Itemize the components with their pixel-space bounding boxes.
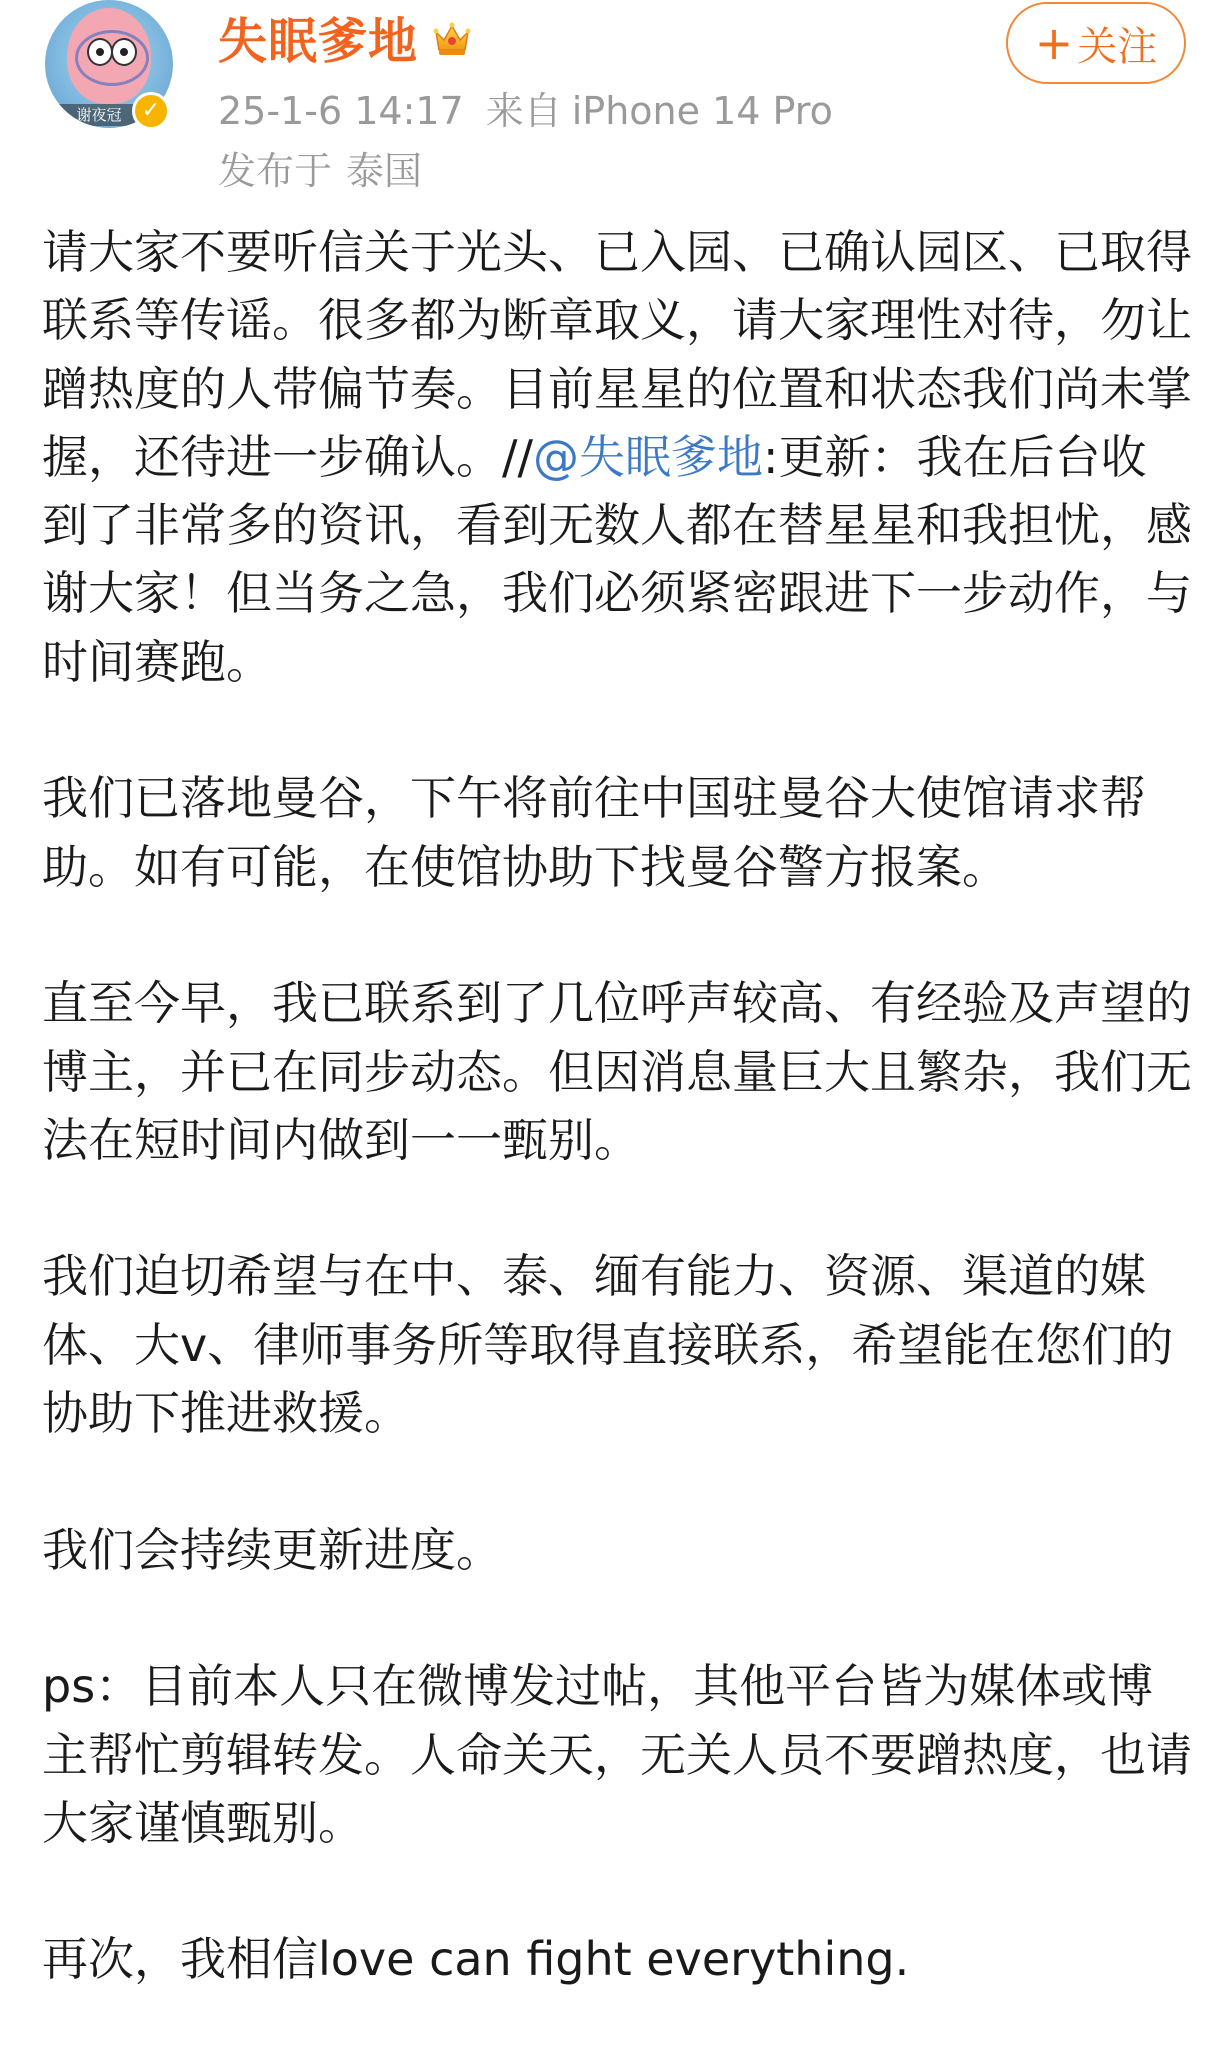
location-name: 泰国 — [346, 149, 423, 193]
follow-label: 关注 — [1077, 23, 1158, 70]
intro-after-text: :更新：我在后台收到了非常多的资讯，看到无数人都在替星星和我担忧，感谢大家！但当务之急，我们必须紧密跟进下一步动作，与时间赛跑。 — [42, 429, 1192, 689]
post-paragraph-6: ps：目前本人只在微博发过帖，其他平台皆为媒体或博主帮忙剪辑转发。人命关天，无关人员不要蹭热度，也请大家谨慎甄别。 — [42, 1659, 1192, 1850]
timestamp: 25-1-6 14:17 — [218, 89, 464, 133]
device-name: iPhone 14 Pro — [571, 89, 833, 133]
follow-button[interactable] — [1006, 2, 1186, 84]
post-meta — [218, 80, 833, 135]
source-prefix: 来自 — [485, 89, 562, 133]
post-paragraph-intro — [42, 218, 1192, 696]
plus-icon: + — [1034, 16, 1074, 70]
post-paragraph-7: 再次，我相信love can fight everything. — [42, 1932, 910, 1987]
username[interactable]: 失眠爹地 — [218, 13, 419, 70]
avatar-eye-left — [87, 38, 113, 66]
post-location — [218, 140, 422, 195]
post-paragraph-5: 我们会持续更新进度。 — [42, 1522, 502, 1577]
post-body — [42, 218, 1192, 1994]
mention-link[interactable]: @失眠爹地 — [533, 429, 763, 484]
post-paragraph-3: 直至今早，我已联系到了几位呼声较高、有经验及声望的博主，并已在同步动态。但因消息量巨大且繁杂，我们无法在短时间内做到一一甄别。 — [42, 976, 1192, 1167]
verified-badge-icon: ✓ — [132, 92, 170, 130]
avatar-tag: 谢夜冠 — [51, 104, 147, 126]
location-prefix: 发布于 — [218, 149, 333, 193]
intro-text: 请大家不要听信关于光头、已入园、已确认园区、已取得联系等传谣。很多都为断章取义，请大家理性对待，勿让蹭热度的人带偏节奏。目前星星的位置和状态我们尚未掌握，还待进一步确认。// — [42, 225, 1192, 484]
crown-icon — [430, 16, 474, 60]
username-row — [218, 6, 474, 70]
post-paragraph-4: 我们迫切希望与在中、泰、缅有能力、资源、渠道的媒体、大v、律师事务所等取得直接联系，希望能在您们的协助下推进救援。 — [42, 1249, 1174, 1441]
post-header — [0, 0, 1228, 200]
avatar-eye-right — [111, 38, 137, 66]
post-paragraph-2: 我们已落地曼谷，下午将前往中国驻曼谷大使馆请求帮助。如有可能，在使馆协助下找曼谷警方报案。 — [42, 771, 1146, 894]
